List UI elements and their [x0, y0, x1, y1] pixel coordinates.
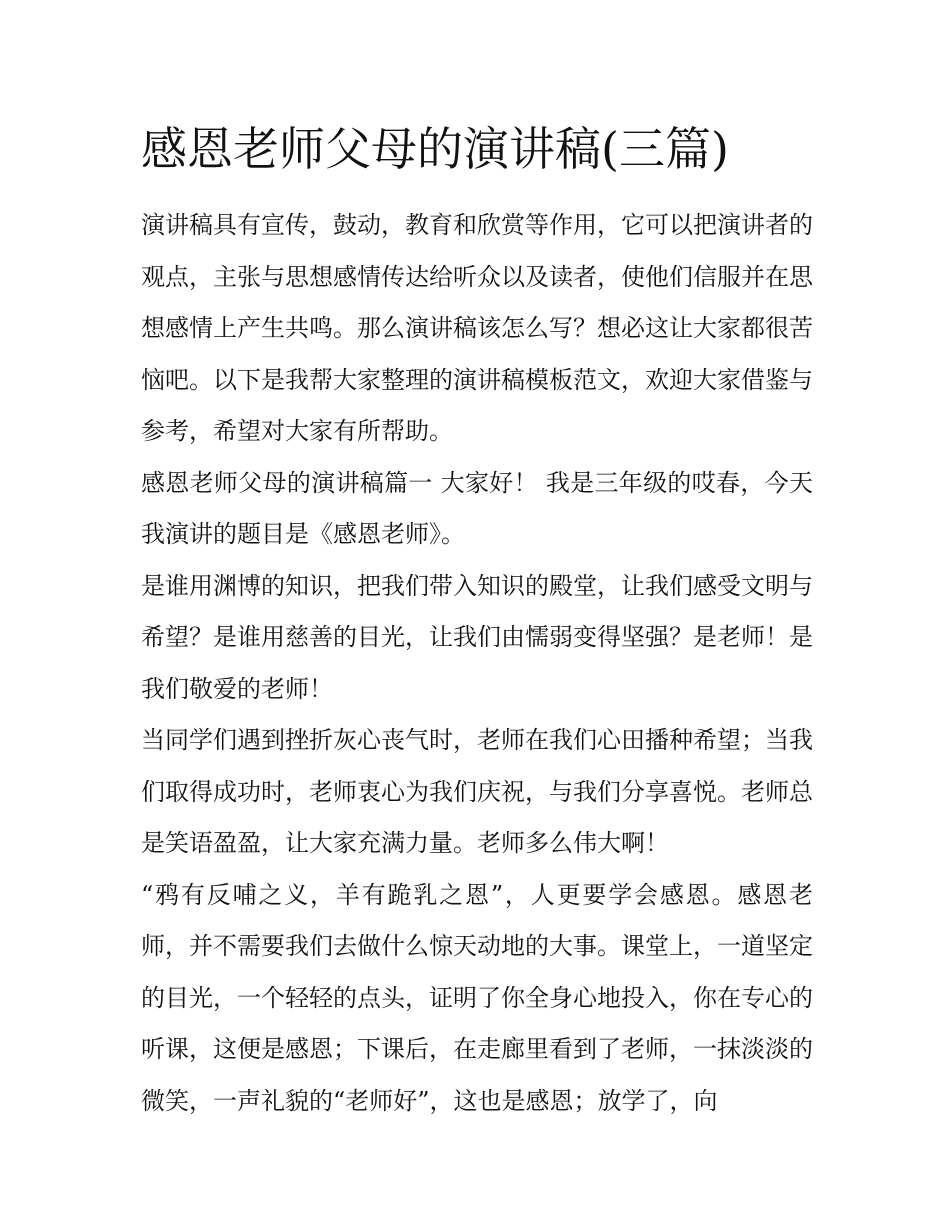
paragraph-gratitude: “鸦有反哺之义，羊有跪乳之恩”，人更要学会感恩。感恩老师，并不需要我们去做什么惊天动地的大事。课堂上，一道坚定的目光，一个轻轻的点头，证明了你全身心地投入，你在专心的听课，这便是感恩；下课后，在走廊里看到了老师，一抹淡淡的微笑，一声礼貌的“老师好”，这也是感恩；放学了，向 [141, 880, 813, 1115]
document-body [141, 118, 813, 1127]
paragraph-teacher-support: 当同学们遇到挫折灰心丧气时，老师在我们心田播种希望；当我们取得成功时，老师衷心为我们庆祝，与我们分享喜悦。老师总是笑语盈盈，让大家充满力量。老师多么伟大啊！ [141, 726, 813, 857]
paragraph-greeting: 感恩老师父母的演讲稿篇一 大家好！ 我是三年级的哎春，今天我演讲的题目是《感恩老师》。 [141, 468, 813, 548]
paragraph-who-is-teacher: 是谁用渊博的知识，把我们带入知识的殿堂，让我们感受文明与希望？是谁用慈善的目光，让我们由懦弱变得坚强？是老师！是我们敬爱的老师！ [141, 571, 813, 703]
document-title: 感恩老师父母的演讲稿(三篇) [141, 122, 729, 176]
paragraph-intro: 演讲稿具有宣传，鼓动，教育和欣赏等作用，它可以把演讲者的观点，主张与思想感情传达给听众以及读者，使他们信服并在思想感情上产生共鸣。那么演讲稿该怎么写？想必这让大家都很苦恼吧。以下是我帮大家整理的演讲稿模板范文，欢迎大家借鉴与参考，希望对大家有所帮助。 [141, 211, 813, 445]
